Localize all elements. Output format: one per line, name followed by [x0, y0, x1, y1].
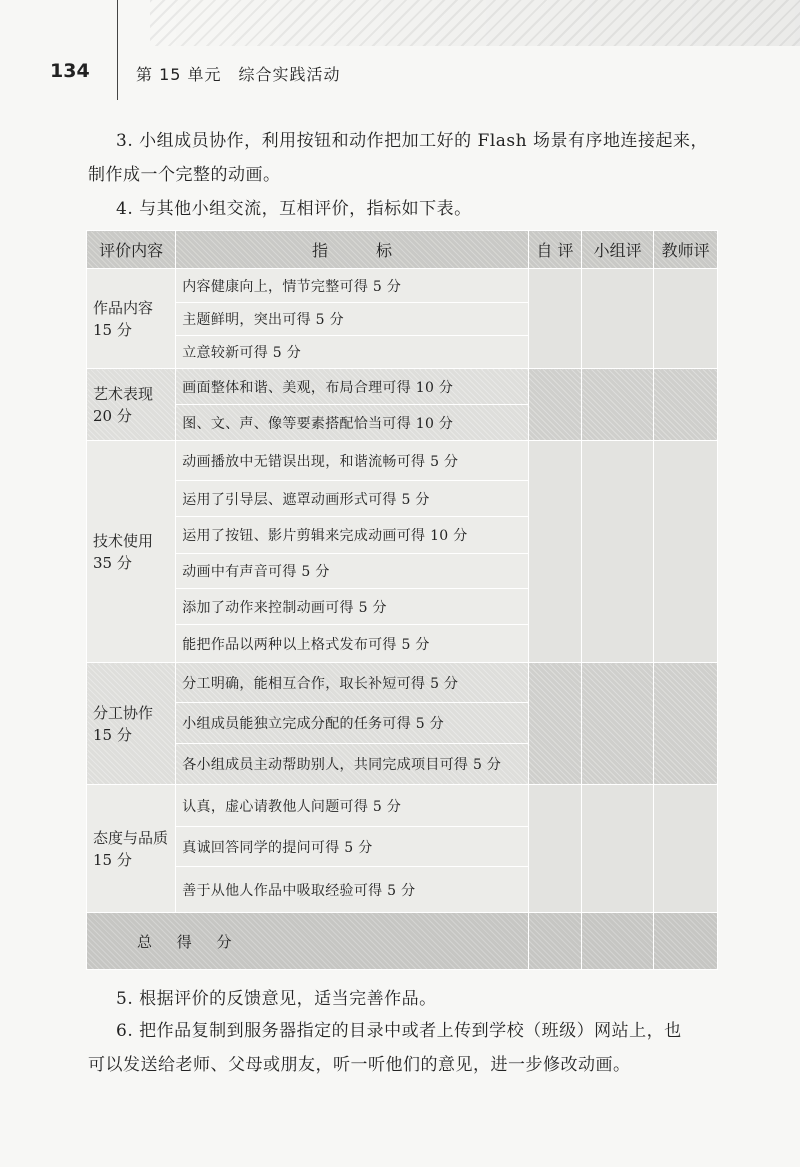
header-category: 评价内容	[87, 231, 176, 269]
indicator-cell: 运用了按钮、影片剪辑来完成动画可得 10 分	[176, 517, 529, 554]
header-group: 小组评	[582, 231, 654, 269]
category-cell	[87, 269, 176, 369]
group-score-cell	[582, 785, 654, 913]
category-points: 20 分	[93, 406, 132, 425]
indicator-cell: 立意较新可得 5 分	[176, 336, 529, 369]
header-self: 自 评	[528, 231, 581, 269]
category-name: 分工协作	[93, 703, 154, 722]
step-5-text: 5. 根据评价的反馈意见，适当完善作品。	[116, 989, 437, 1009]
self-score-cell	[528, 269, 581, 369]
indicator-cell: 图、文、声、像等要素搭配恰当可得 10 分	[176, 405, 529, 441]
indicator-cell: 画面整体和谐、美观，布局合理可得 10 分	[176, 369, 529, 405]
header-decoration	[150, 0, 800, 46]
total-group-cell	[582, 913, 654, 970]
table-header-row	[87, 231, 718, 269]
self-score-cell	[528, 663, 581, 785]
evaluation-table	[86, 230, 718, 970]
step-5-paragraph	[88, 982, 738, 1016]
category-points: 15 分	[93, 320, 132, 339]
chapter-title: 第 15 单元 综合实践活动	[136, 65, 341, 84]
teacher-score-cell	[654, 663, 718, 785]
step-3-paragraph	[88, 124, 738, 192]
total-row	[87, 913, 718, 970]
step-3-line-1: 3. 小组成员协作，利用按钮和动作把加工好的 Flash 场景有序地连接起来，	[116, 131, 708, 151]
self-score-cell	[528, 441, 581, 663]
total-self-cell	[528, 913, 581, 970]
step-4-text: 4. 与其他小组交流，互相评价，指标如下表。	[116, 199, 472, 219]
category-name: 技术使用	[93, 531, 154, 550]
teacher-score-cell	[654, 441, 718, 663]
indicator-cell: 小组成员能独立完成分配的任务可得 5 分	[176, 703, 529, 744]
indicator-cell: 内容健康向上，情节完整可得 5 分	[176, 269, 529, 303]
group-score-cell	[582, 269, 654, 369]
teacher-score-cell	[654, 785, 718, 913]
header-teacher: 教师评	[654, 231, 718, 269]
table-row	[87, 663, 718, 703]
indicator-cell: 真诚回答同学的提问可得 5 分	[176, 827, 529, 867]
step-3-line-2: 制作成一个完整的动画。	[88, 165, 281, 185]
indicator-cell: 认真，虚心请教他人问题可得 5 分	[176, 785, 529, 827]
teacher-score-cell	[654, 269, 718, 369]
category-cell	[87, 441, 176, 663]
indicator-cell: 动画中有声音可得 5 分	[176, 554, 529, 589]
teacher-score-cell	[654, 369, 718, 441]
step-6-paragraph	[88, 1014, 738, 1082]
group-score-cell	[582, 369, 654, 441]
group-score-cell	[582, 441, 654, 663]
header-divider	[117, 0, 118, 100]
category-name: 作品内容	[93, 298, 154, 317]
category-cell	[87, 369, 176, 441]
total-label: 总 得 分	[87, 913, 529, 970]
indicator-cell: 能把作品以两种以上格式发布可得 5 分	[176, 625, 529, 663]
category-points: 15 分	[93, 850, 132, 869]
category-cell	[87, 663, 176, 785]
category-name: 态度与品质	[93, 828, 169, 847]
self-score-cell	[528, 369, 581, 441]
indicator-cell: 运用了引导层、遮罩动画形式可得 5 分	[176, 481, 529, 517]
group-score-cell	[582, 663, 654, 785]
table-row	[87, 369, 718, 405]
indicator-cell: 动画播放中无错误出现，和谐流畅可得 5 分	[176, 441, 529, 481]
step-4-paragraph	[88, 192, 738, 226]
category-cell	[87, 785, 176, 913]
header-indicator: 指 标	[176, 231, 529, 269]
indicator-cell: 分工明确，能相互合作，取长补短可得 5 分	[176, 663, 529, 703]
total-teacher-cell	[654, 913, 718, 970]
step-6-line-1: 6. 把作品复制到服务器指定的目录中或者上传到学校（班级）网站上，也	[116, 1021, 682, 1041]
step-6-line-2: 可以发送给老师、父母或朋友，听一听他们的意见，进一步修改动画。	[88, 1055, 631, 1075]
category-points: 15 分	[93, 725, 132, 744]
indicator-cell: 添加了动作来控制动画可得 5 分	[176, 589, 529, 625]
indicator-cell: 各小组成员主动帮助别人，共同完成项目可得 5 分	[176, 744, 529, 785]
table-row	[87, 441, 718, 481]
indicator-cell: 善于从他人作品中吸取经验可得 5 分	[176, 867, 529, 913]
category-name: 艺术表现	[93, 384, 154, 403]
self-score-cell	[528, 785, 581, 913]
page-number: 134	[50, 60, 90, 82]
table-row	[87, 785, 718, 827]
indicator-cell: 主题鲜明，突出可得 5 分	[176, 303, 529, 336]
category-points: 35 分	[93, 553, 132, 572]
table-row	[87, 269, 718, 303]
